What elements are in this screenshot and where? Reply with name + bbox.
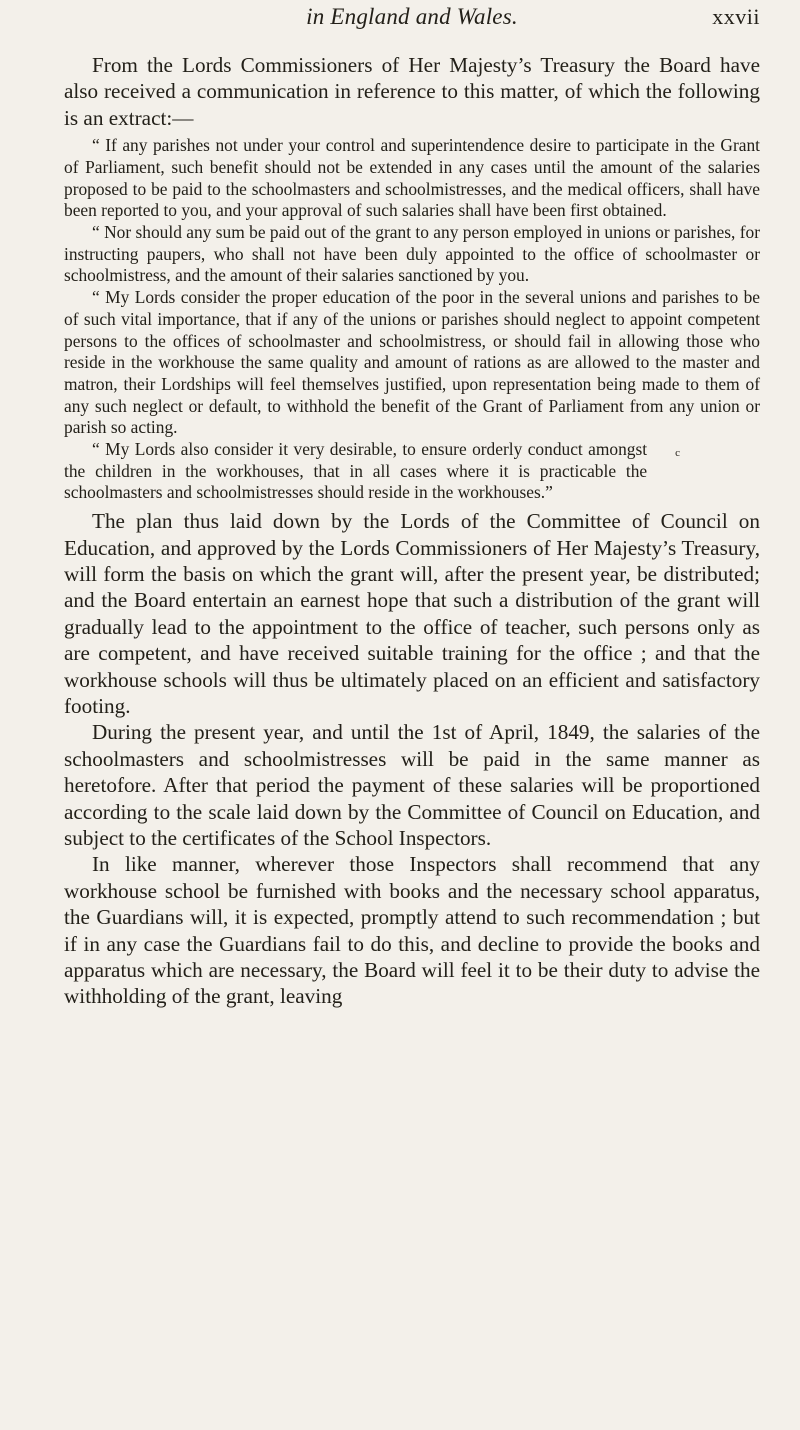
page-header xyxy=(64,0,760,52)
body-paragraph-3: In like manner, wherever those Inspectors shall recommend that any workhouse school be furnished with books and the necessary school apparatus, the Guardians will, it is expected, promptly attend to such recommendation ; but if in any case the Guardians fail to do this, and decline to provide the books and apparatus which are necessary, the Board will feel it to be their duty to advise the withholding of the grant, leaving xyxy=(64,852,760,1009)
quote-paragraph-3: “ My Lords consider the proper education of the poor in the several unions and parishes to be of such vital importance, that if any of the unions or parishes should neglect to appoint competent persons to the offices of schoolmaster and schoolmistress, or should fail in allowing those who reside in the workhouse the same quality and amount of rations as are allowed to the master and matron, their Lordships will feel themselves justified, upon representation being made to them of any such neglect or default, to withhold the benefit of the Grant of Parliament from any union or parish so acting. xyxy=(64,287,760,438)
body-paragraph-1: The plan thus laid down by the Lords of the Committee of Council on Education, and approved by the Lords Commissioners of Her Majesty’s Treasury, will form the basis on which the grant will, after the present year, be distributed; and the Board entertain an earnest hope that such a distribution of the grant will gradually lead to the appointment to the office of teacher, such persons only as are competent, and have received suitable training for the office ; and that the workhouse schools will thus be ultimately placed on an efficient and satisfactory footing. xyxy=(64,509,760,719)
quote-paragraph-1: “ If any parishes not under your control and superintendence desire to participate in the Grant of Parliament, such benefit should not be extended in any cases until the amount of the salaries proposed to be paid to the schoolmasters and schoolmistresses, and the medical officers, shall have been reported to you, and your approval of such salaries shall have been first obtained. xyxy=(64,135,760,221)
quote-paragraph-4-text: “ My Lords also consider it very desirable, to ensure orderly conduct amongst the children in the workhouses, that in all cases where it is practicable the schoolmasters and schoolmistresses should reside in the workhouses.” xyxy=(64,439,648,503)
stray-mark: c xyxy=(675,447,680,460)
quote-paragraph-4 xyxy=(64,439,760,504)
intro-paragraph: From the Lords Commissioners of Her Majesty’s Treasury the Board have also received a communication in reference to this matter, of which the following is an extract:— xyxy=(64,53,760,130)
running-title: in England and Wales. xyxy=(306,4,518,29)
quote-paragraph-2: “ Nor should any sum be paid out of the grant to any person employed in unions or parishes, for instructing paupers, who shall not have been duly appointed to the office of schoolmaster or schoolmistress, and the amount of their salaries sanctioned by you. xyxy=(64,222,760,286)
body-paragraph-2: During the present year, and until the 1st of April, 1849, the salaries of the schoolmasters and schoolmistresses will be paid in the same manner as heretofore. After that period the payment of these salaries will be proportioned according to the scale laid down by the Committee of Council on Education, and subject to the certificates of the School Inspectors. xyxy=(64,720,760,851)
treasury-extract xyxy=(64,135,760,504)
page-number: xxvii xyxy=(712,4,760,29)
